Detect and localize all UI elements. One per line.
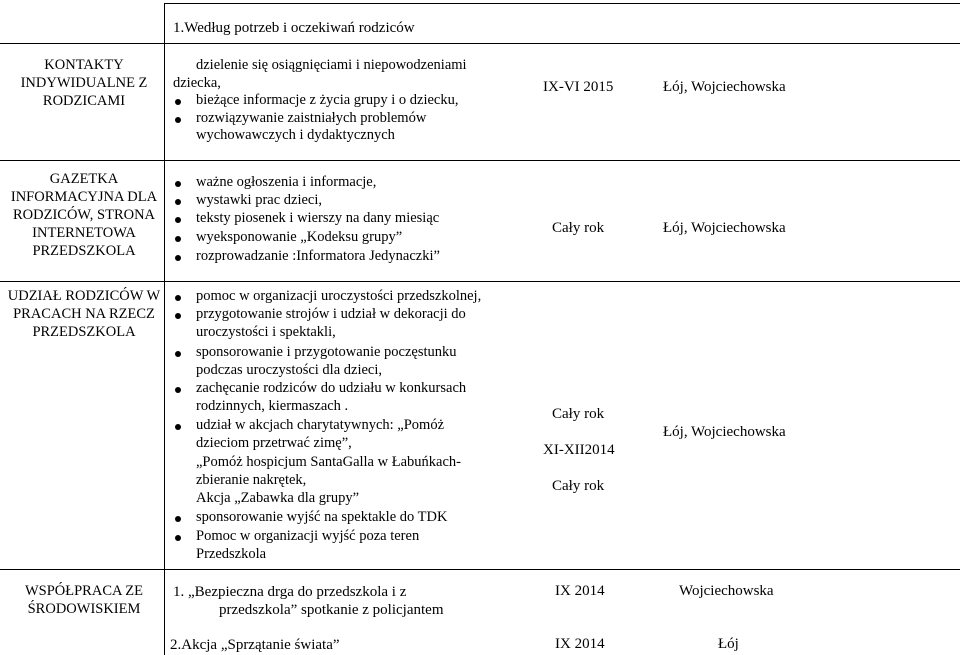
bullet [175,516,181,522]
row3-line-14: Pomoc w organizacji wyjść poza teren [196,528,420,544]
bullet [175,236,181,242]
bullet [175,199,181,205]
table-top-border [164,3,960,4]
row3-line-5: podczas uroczystości dla dzieci, [196,362,383,378]
row1-line-5: wychowawczych i dydaktycznych [196,127,395,143]
row2-line-5: rozprowadzanie :Informatora Jedynaczki” [196,248,440,264]
row4-term-2: IX 2014 [555,636,605,652]
bullet [175,424,181,430]
bullet [175,99,181,105]
bullet [175,255,181,261]
row1-line-4: rozwiązywanie zaistniałych problemów [196,110,427,126]
row4-line-2: przedszkola” spotkanie z policjantem [219,602,444,618]
row3-line-9: dzieciom przetrwać zimę”, [196,435,352,451]
bullet [175,181,181,187]
row3-term-1: Cały rok [552,406,605,422]
row1-term: IX-VI 2015 [543,79,614,95]
row2-term: Cały rok [552,220,605,236]
row-title-udzial: UDZIAŁ RODZICÓW W PRACACH NA RZECZ PRZEDSZKOLA [7,288,161,340]
row2-line-4: wyeksponowanie „Kodeksu grupy” [196,229,403,245]
row4-responsible-2: Łój [718,636,739,652]
row3-line-4: sponsorowanie i przygotowanie poczęstunku [196,344,457,360]
row3-term-2: XI-XII2014 [543,442,615,458]
header-row-border [0,43,960,44]
row4-line-3: 2.Akcja „Sprzątanie świata” [170,637,340,653]
row3-line-12: Akcja „Zabawka dla grupy” [196,490,360,506]
row-border-2 [0,281,960,282]
row4-term-1: IX 2014 [555,583,605,599]
row4-line-1: 1. „Bezpieczna drga do przedszkola i z [173,584,407,600]
row3-line-2: przygotowanie strojów i udział w dekoracji do [196,306,466,322]
row3-line-6: zachęcanie rodziców do udziału w konkursach [196,380,467,396]
row3-line-13: sponsorowanie wyjść na spektakle do TDK [196,509,448,525]
row3-line-8: udział w akcjach charytatywnych: „Pomóż [196,417,445,433]
row-border-3 [0,569,960,570]
bullet [175,351,181,357]
row3-line-7: rodzinnych, kiermaszach . [196,398,349,414]
row3-term-3: Cały rok [552,478,605,494]
row-title-kontakty: KONTAKTY INDYWIDUALNE Z RODZICAMI [20,57,148,109]
header-title: 1.Według potrzeb i oczekiwań rodziców [173,20,415,36]
bullet [175,535,181,541]
row2-responsible: Łój, Wojciechowska [663,220,786,236]
row1-line-3: bieżące informacje z życia grupy i o dziecku, [196,92,459,108]
row3-line-1: pomoc w organizacji uroczystości przedszkolnej, [196,288,482,304]
row3-line-3: uroczystości i spektakli, [196,324,336,340]
row2-line-3: teksty piosenek i wierszy na dany miesiąc [196,210,440,226]
col-border-1 [164,3,165,655]
row2-line-2: wystawki prac dzieci, [196,192,323,208]
bullet [175,387,181,393]
row2-line-1: ważne ogłoszenia i informacje, [196,174,377,190]
bullet [175,117,181,123]
row3-line-15: Przedszkola [196,546,267,562]
row1-line-1: dzielenie się osiągnięciami i niepowodzeniami [196,57,467,73]
row1-responsible: Łój, Wojciechowska [663,79,786,95]
row3-line-11: zbieranie nakrętek, [196,472,307,488]
row-title-wspolpraca: WSPÓŁPRACA ZE ŚRODOWISKIEM [24,583,144,617]
row3-line-10: „Pomóż hospicjum SantaGalla w Łabuńkach- [196,454,461,470]
bullet [175,295,181,301]
row4-responsible-1: Wojciechowska [679,583,774,599]
row-title-gazetka: GAZETKA INFORMACYJNA DLA RODZICÓW, STRONA INTERNETOWA PRZEDSZKOLA [10,171,158,259]
bullet [175,217,181,223]
row3-responsible: Łój, Wojciechowska [663,424,786,440]
row1-line-2: dziecka, [173,75,221,91]
row-border-1 [0,160,960,161]
bullet [175,313,181,319]
